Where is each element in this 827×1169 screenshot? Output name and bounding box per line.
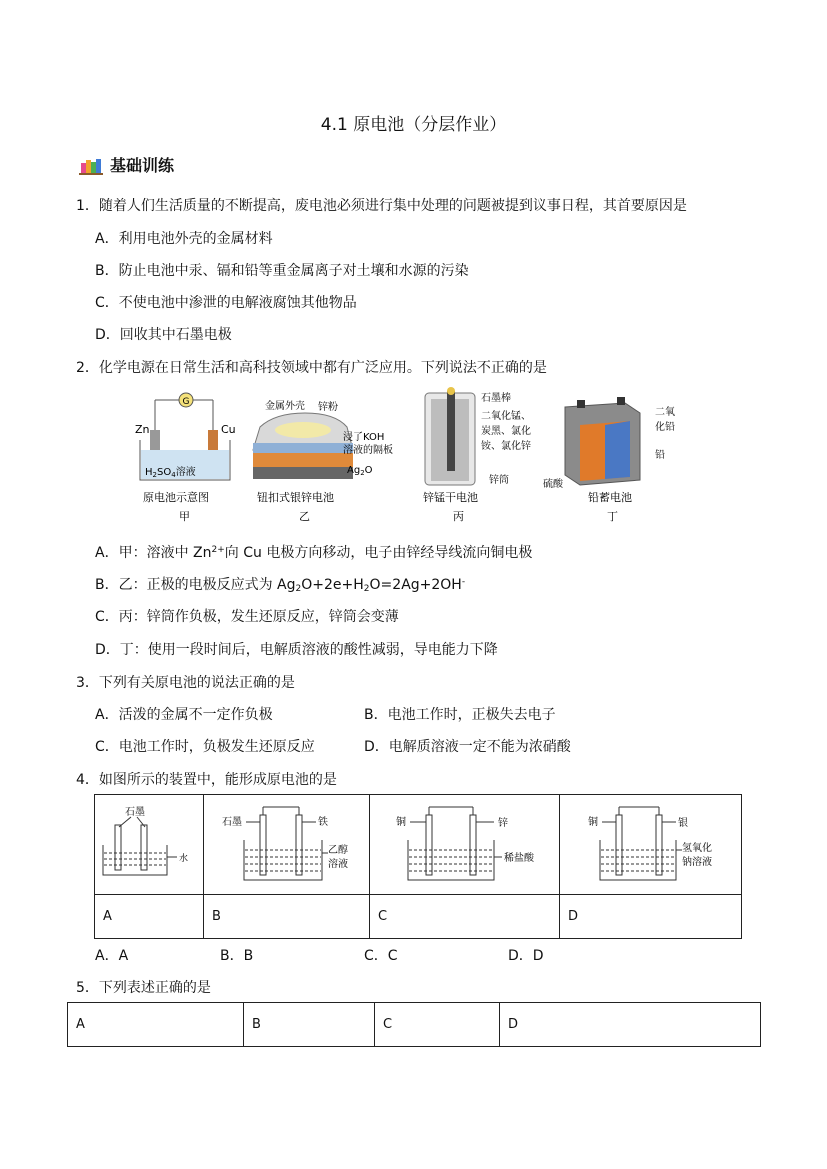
bing-mix-label-2: 炭黑、氯化	[481, 426, 531, 437]
jia-zn-label: Zn	[135, 423, 150, 436]
q1-option-b[interactable]: B．防止电池中汞、镉和铅等重金属离子对土壤和水源的污染	[95, 263, 469, 279]
q2-battery-figures	[135, 385, 695, 530]
q1-option-c[interactable]: C．不使电池中渗泄的电解液腐蚀其他物品	[95, 295, 357, 311]
jia-galvanometer-label: G	[182, 397, 190, 407]
bing-mix-label-1: 二氧化锰、	[481, 411, 531, 422]
yi-tag: 乙	[299, 510, 310, 523]
figure-yi	[253, 399, 393, 523]
b-solution-label-1: 乙醇	[328, 845, 348, 856]
ding-pbo2-label-1: 二氧	[655, 407, 675, 418]
jia-cu-label: Cu	[221, 423, 236, 436]
yi-koh-label-1: 浸了KOH	[343, 432, 385, 443]
figure-ding	[543, 397, 675, 523]
c-right-electrode-label: 锌	[498, 818, 508, 829]
b-right-electrode-label: 铁	[318, 817, 328, 828]
figure-jia	[135, 393, 236, 523]
q3-option-c[interactable]: C．电池工作时，负极发生还原反应	[95, 739, 315, 755]
b-solution-label-2: 溶液	[328, 859, 348, 870]
beaker-d-diagram	[560, 795, 741, 890]
bing-can-label: 锌筒	[489, 475, 509, 486]
ding-acid-label: 硫酸	[543, 479, 563, 490]
q3-option-a[interactable]: A．活泼的金属不一定作负极	[95, 707, 273, 723]
q5-header-d: D	[500, 1003, 761, 1047]
q4-cell-c-diagram	[370, 795, 560, 895]
bing-caption: 锌锰干电池	[423, 491, 478, 504]
q2-option-b[interactable]: B．乙：正极的电极反应式为 $Ag_2O+2e+H_2O=2Ag+2OH^-$	[95, 577, 466, 594]
d-right-electrode-label: 银	[678, 818, 688, 829]
yi-shell-label: 金属外壳	[265, 401, 305, 412]
d-solution-label-2: 钠溶液	[682, 857, 712, 868]
q3-stem: 3．下列有关原电池的说法正确的是	[76, 675, 295, 691]
ding-caption: 铅蓄电池	[588, 491, 632, 504]
q5-table	[67, 1002, 761, 1047]
yi-zinc-label: 锌粉	[318, 402, 338, 413]
jia-caption: 原电池示意图	[143, 491, 209, 504]
ding-pb-label: 铅	[655, 450, 665, 461]
q5-header-b: B	[244, 1003, 375, 1047]
jia-tag: 甲	[179, 510, 190, 523]
beaker-c-diagram	[370, 795, 559, 890]
figure-bing	[423, 387, 531, 523]
bing-rod-label: 石墨棒	[481, 393, 511, 404]
q4-option-c[interactable]: C．C	[364, 948, 398, 964]
q4-cell-b-label: B	[204, 895, 370, 939]
yi-ag2o-label: $Ag_2O$	[347, 465, 373, 477]
q2-option-a[interactable]: A．甲：溶液中 $Zn^{2+}$向 Cu 电极方向移动，电子由锌经导线流向铜电极	[95, 545, 533, 561]
b-left-electrode-label: 石墨	[222, 817, 242, 828]
section-label: 基础训练	[110, 156, 175, 175]
q4-option-b[interactable]: B．B	[220, 948, 254, 964]
q4-diagram-row	[95, 795, 742, 895]
section-heading	[78, 153, 174, 176]
q3-option-d[interactable]: D．电解质溶液一定不能为浓硝酸	[364, 739, 571, 755]
q4-cell-b-diagram	[204, 795, 370, 895]
yi-caption: 钮扣式银锌电池	[257, 491, 334, 504]
q4-cell-c-label: C	[370, 895, 560, 939]
bing-tag: 丙	[453, 510, 464, 523]
a-solution-label: 水	[179, 854, 189, 864]
q5-header-a: A	[68, 1003, 244, 1047]
books-icon	[78, 154, 104, 176]
q1-option-a[interactable]: A．利用电池外壳的金属材料	[95, 231, 273, 247]
q5-header-c: C	[375, 1003, 500, 1047]
q5-stem: 5．下列表述正确的是	[76, 980, 211, 996]
q4-option-a[interactable]: A．A	[95, 948, 129, 964]
q5-header-row	[68, 1003, 761, 1047]
c-solution-label: 稀盐酸	[504, 853, 534, 864]
jia-solution-label: $H_2SO_4$溶液	[145, 467, 196, 479]
q4-apparatus-table	[94, 794, 742, 939]
d-left-electrode-label: 铜	[588, 817, 598, 828]
beaker-b-diagram	[204, 795, 369, 890]
q2-stem: 2．化学电源在日常生活和高科技领域中都有广泛应用。下列说法不正确的是	[76, 360, 547, 376]
d-solution-label-1: 氢氧化	[682, 843, 712, 854]
q2-option-d[interactable]: D．丁：使用一段时间后，电解质溶液的酸性减弱，导电能力下降	[95, 642, 498, 658]
yi-koh-label-2: 溶液的隔板	[343, 445, 393, 456]
q4-stem: 4．如图所示的装置中，能形成原电池的是	[76, 772, 337, 788]
q2-option-c[interactable]: C．丙：锌筒作负极，发生还原反应，锌筒会变薄	[95, 609, 399, 625]
c-left-electrode-label: 铜	[396, 817, 406, 828]
q4-cell-d-diagram	[560, 795, 742, 895]
bing-mix-label-3: 铵、氯化锌	[481, 441, 531, 452]
q4-cell-d-label: D	[560, 895, 742, 939]
q3-option-b[interactable]: B．电池工作时，正极失去电子	[364, 707, 556, 723]
q4-option-d[interactable]: D．D	[508, 948, 544, 964]
page-title: 4.1 原电池（分层作业）	[320, 115, 507, 135]
beaker-a-diagram	[95, 795, 203, 890]
ding-pbo2-label-2: 化铅	[655, 422, 675, 433]
q1-option-d[interactable]: D．回收其中石墨电极	[95, 327, 232, 343]
q1-stem: 1．随着人们生活质量的不断提高，废电池必须进行集中处理的问题被提到议事日程，其首要原因是	[76, 198, 687, 214]
q4-label-row	[95, 895, 742, 939]
q4-cell-a-diagram	[95, 795, 204, 895]
a-electrode-label: 石墨	[125, 807, 145, 818]
q4-cell-a-label: A	[95, 895, 204, 939]
ding-tag: 丁	[607, 510, 618, 523]
